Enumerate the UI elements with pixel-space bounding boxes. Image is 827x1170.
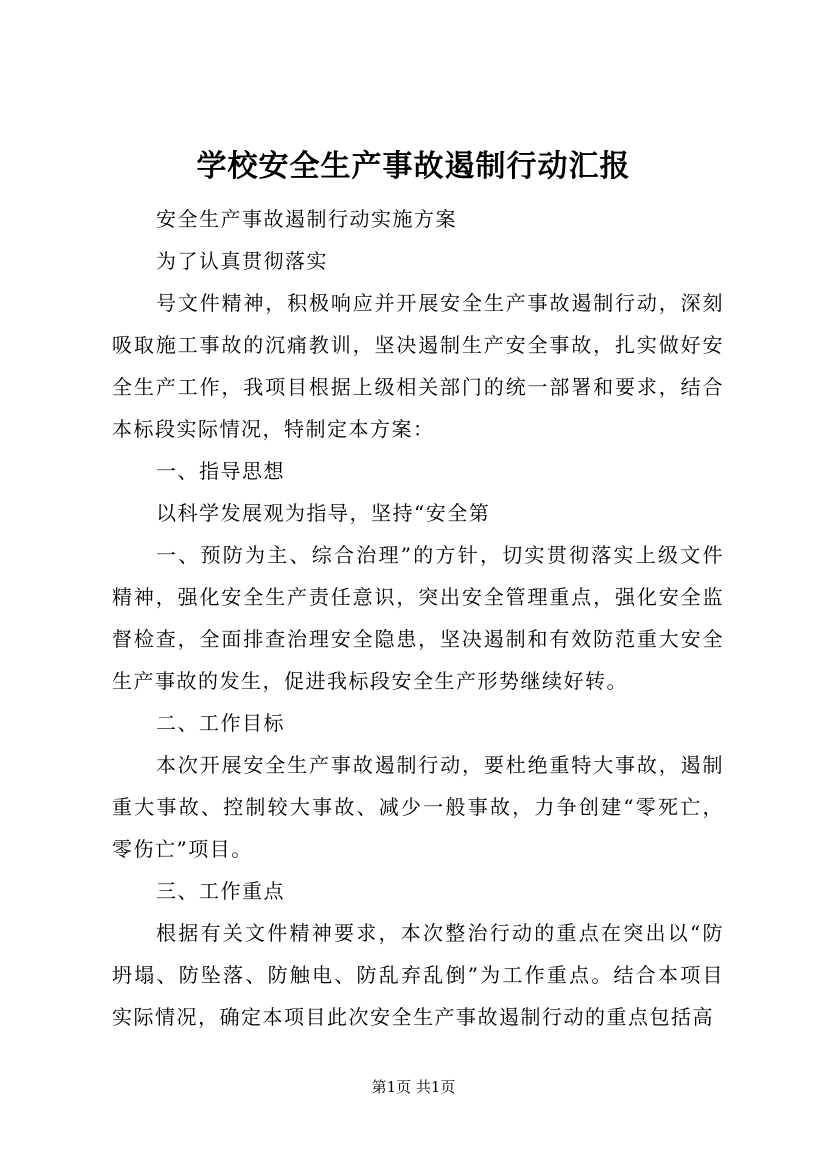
page-footer: 第1页 共1页 <box>371 1078 456 1096</box>
document-title: 学校安全生产事故遏制行动汇报 <box>196 149 631 184</box>
paragraph-work-goals: 本次开展安全生产事故遏制行动，要杜绝重特大事故，遏制重大事故、控制较大事故、减少一般事故，力争创建“零死亡，零伤亡”项目。 <box>112 753 724 861</box>
section-heading-work-goals: 二、工作目标 <box>156 711 285 735</box>
section-heading-work-focus: 三、工作重点 <box>156 879 285 903</box>
section-heading-guiding-ideology: 一、指导思想 <box>156 459 285 483</box>
paragraph-guiding-ideology-1: 以科学发展观为指导，坚持“安全第 <box>156 501 491 525</box>
document-body <box>112 198 724 1038</box>
paragraph-purpose: 号文件精神，积极响应并开展安全生产事故遏制行动，深刻吸取施工事故的沉痛教训，坚决遏制生产安全事故，扎实做好安全生产工作，我项目根据上级相关部门的统一部署和要求，结合本标段实际情况，特制定本方案： <box>112 291 724 441</box>
paragraph-guiding-ideology-2: 一、预防为主、综合治理”的方针，切实贯彻落实上级文件精神，强化安全生产责任意识，突出安全管理重点，强化安全监督检查，全面排查治理安全隐患，坚决遏制和有效防范重大安全生产事故的发生，促进我标段安全生产形势继续好转。 <box>112 543 724 693</box>
paragraph-subtitle: 安全生产事故遏制行动实施方案 <box>156 207 457 231</box>
paragraph-intro: 为了认真贯彻落实 <box>156 249 328 273</box>
paragraph-work-focus: 根据有关文件精神要求，本次整治行动的重点在突出以“防坍塌、防坠落、防触电、防乱弃乱倒”为工作重点。结合本项目实际情况，确定本项目此次安全生产事故遏制行动的重点包括高 <box>112 921 724 1029</box>
